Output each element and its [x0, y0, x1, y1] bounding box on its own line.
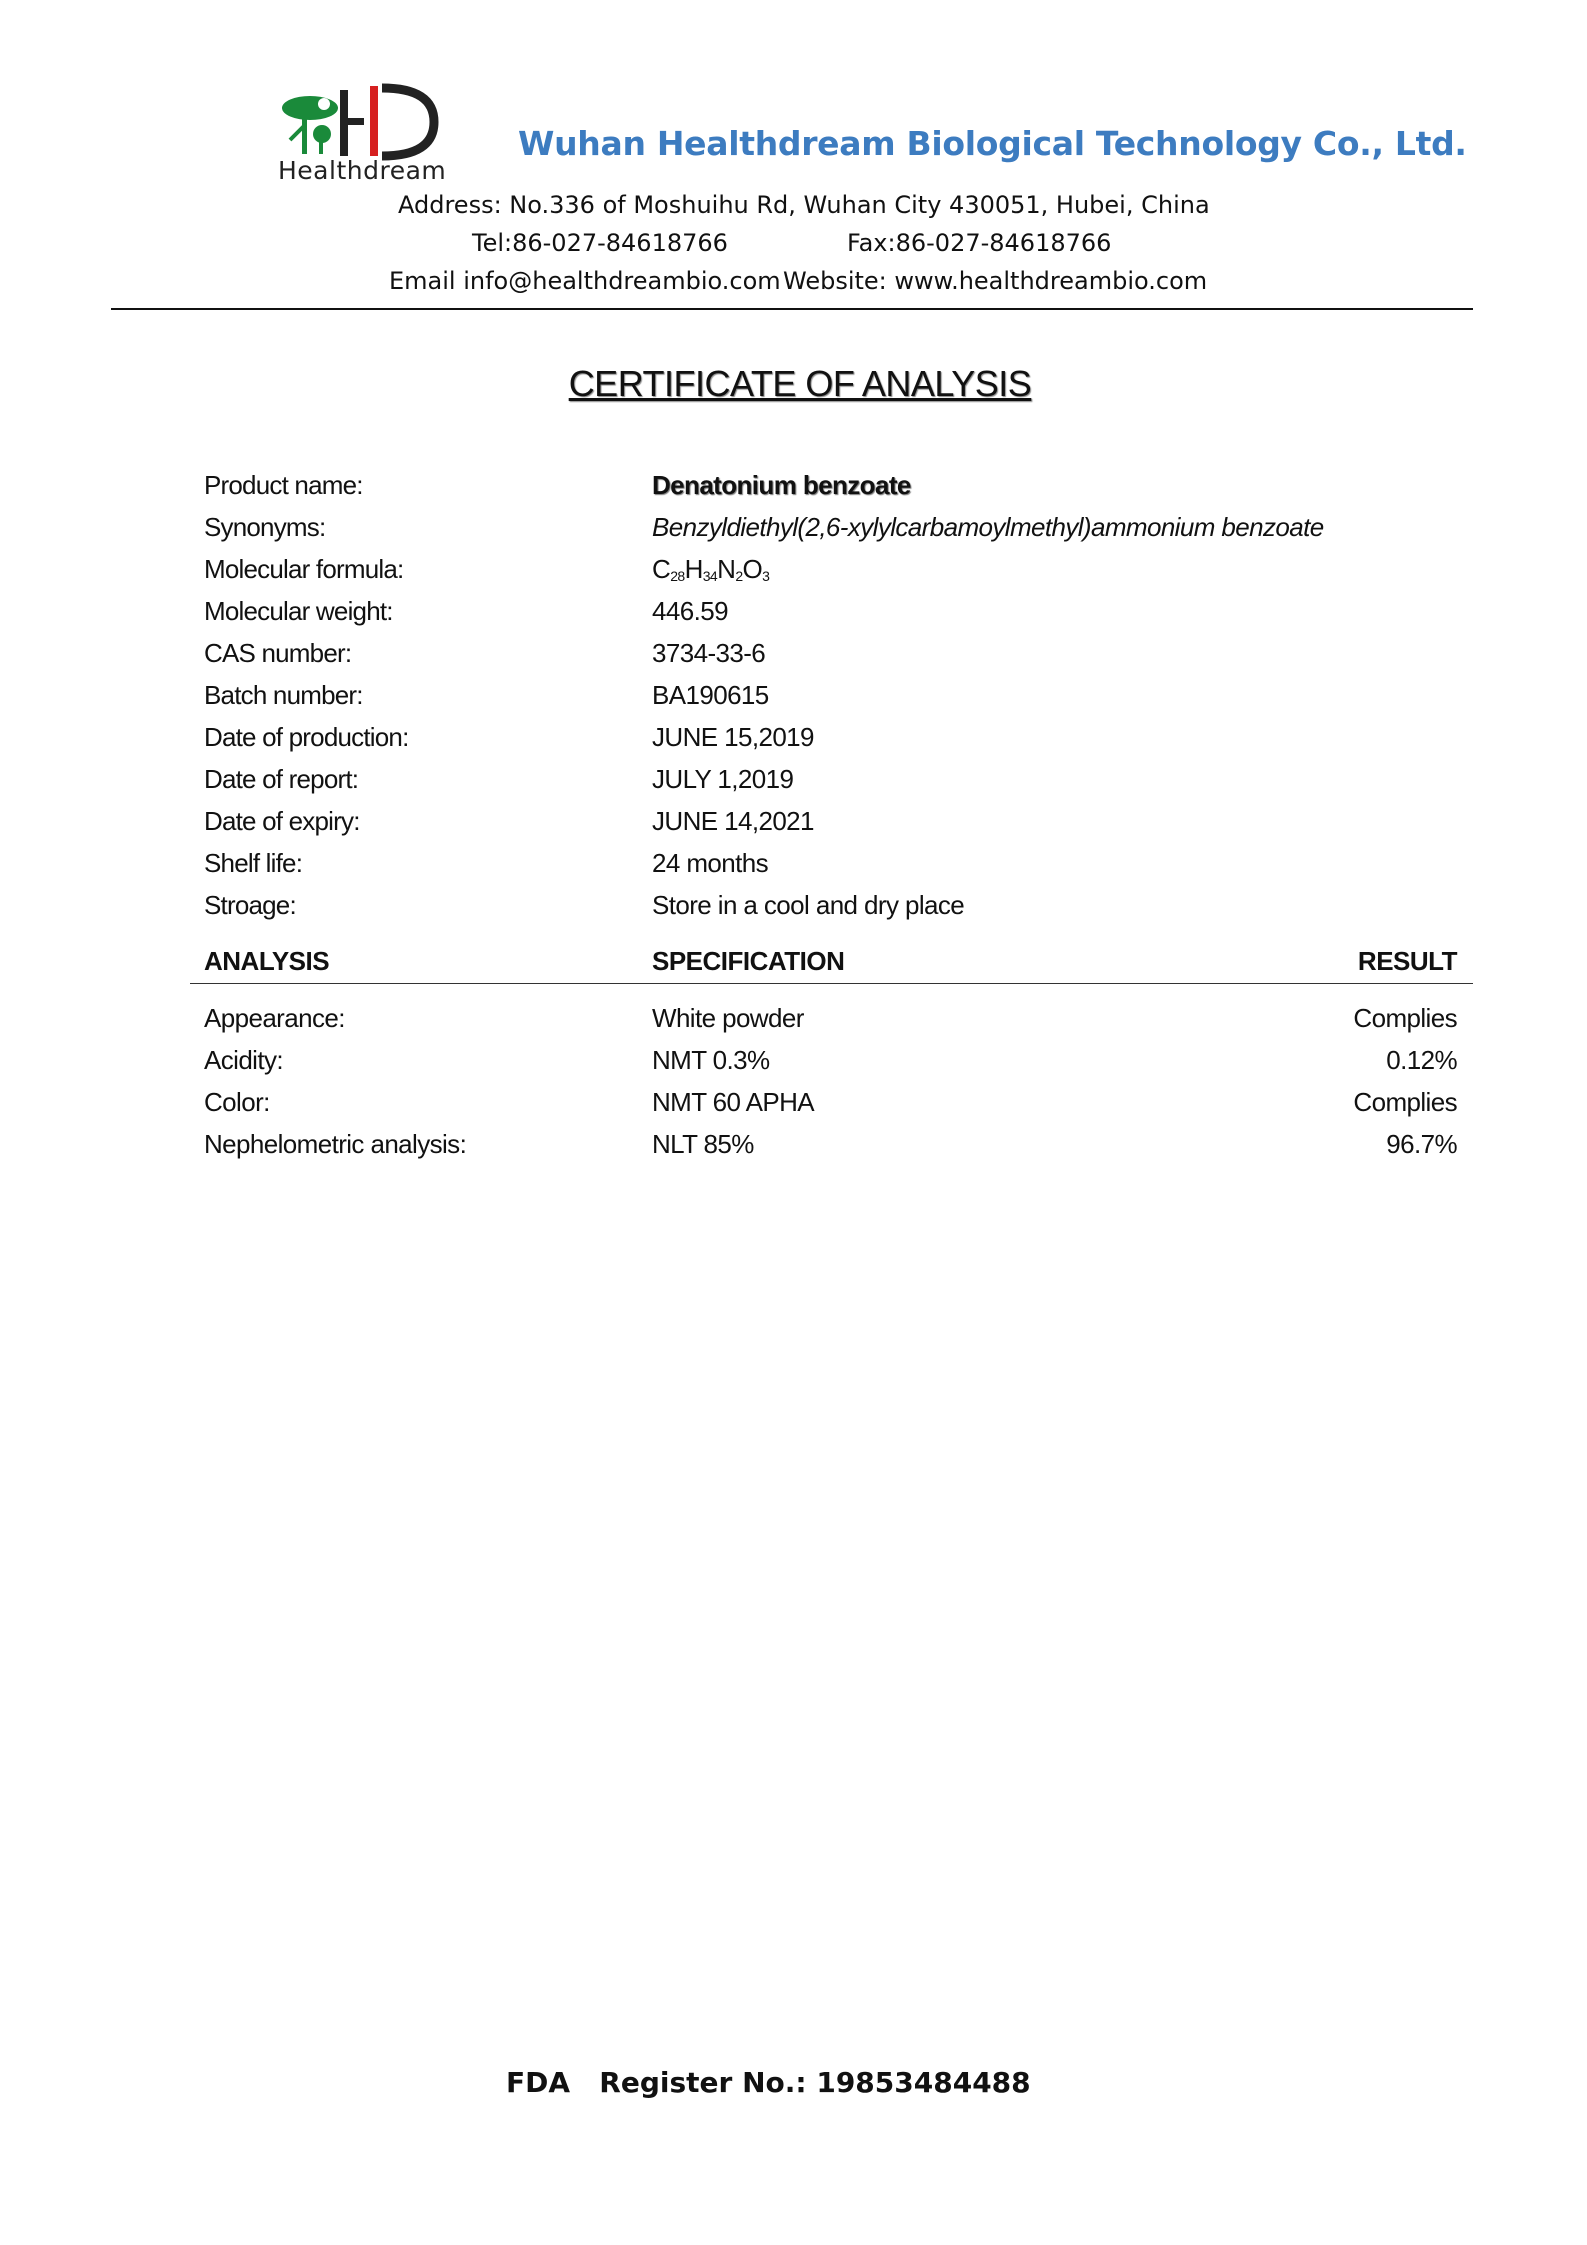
info-value-product-name: Denatonium benzoate [652, 470, 911, 500]
fda-register-footer [506, 2066, 1031, 2099]
info-value-molecular-formula [652, 554, 769, 585]
logo-text: Healthdream [278, 156, 447, 185]
formula-element-o: O [742, 554, 763, 584]
company-logo [276, 82, 456, 187]
formula-count-c: 28 [670, 568, 685, 584]
formula-count-o: 3 [762, 568, 770, 584]
table-cell-result: Complies [1353, 1003, 1457, 1033]
table-cell-result: 96.7% [1386, 1129, 1457, 1159]
fda-label: FDA [506, 2066, 571, 2099]
info-value-synonyms: Benzyldiethyl(2,6-xylylcarbamoylmethyl)ammonium benzoate [652, 512, 1324, 542]
info-value-cas-number: 3734-33-6 [652, 638, 766, 668]
formula-count-h: 34 [702, 568, 718, 584]
table-cell-result: 0.12% [1386, 1045, 1457, 1075]
info-label-molecular-weight: Molecular weight: [204, 596, 393, 626]
formula-element-c: C [652, 554, 671, 584]
healthdream-logo-icon [276, 82, 456, 162]
table-cell-analysis: Acidity: [204, 1045, 284, 1075]
info-value-date-of-report: JULY 1,2019 [652, 764, 794, 794]
table-cell-analysis: Appearance: [204, 1003, 345, 1033]
info-label-molecular-formula: Molecular formula: [204, 554, 404, 584]
table-cell-result: Complies [1353, 1087, 1457, 1117]
document-title: CERTIFICATE OF ANALYSIS [568, 363, 1032, 404]
info-label-batch-number: Batch number: [204, 680, 363, 710]
formula-element-n: N [717, 554, 736, 584]
info-value-storage: Store in a cool and dry place [652, 890, 965, 920]
table-cell-specification: NMT 0.3% [652, 1045, 770, 1075]
info-label-shelf-life: Shelf life: [204, 848, 303, 878]
fda-register-number: Register No.: 19853484488 [599, 2066, 1031, 2099]
table-cell-specification: NLT 85% [652, 1129, 754, 1159]
table-header-specification: SPECIFICATION [652, 946, 845, 976]
table-cell-specification: White powder [652, 1003, 804, 1033]
info-value-date-of-expiry: JUNE 14,2021 [652, 806, 814, 836]
header-divider [111, 308, 1473, 310]
info-label-synonyms: Synonyms: [204, 512, 326, 542]
company-tel: Tel:86-027-84618766 [472, 229, 728, 257]
table-header-result: RESULT [1357, 946, 1457, 976]
table-header-analysis: ANALYSIS [204, 946, 330, 976]
company-fax: Fax:86-027-84618766 [847, 229, 1112, 257]
info-label-product-name: Product name: [204, 470, 363, 500]
company-address: Address: No.336 of Moshuihu Rd, Wuhan City 430051, Hubei, China [398, 191, 1210, 219]
info-label-storage: Stroage: [204, 890, 296, 920]
info-label-date-of-report: Date of report: [204, 764, 359, 794]
info-value-molecular-weight: 446.59 [652, 596, 728, 626]
table-cell-analysis: Color: [204, 1087, 270, 1117]
company-website: Website: www.healthdreambio.com [783, 267, 1208, 295]
table-cell-specification: NMT 60 APHA [652, 1087, 814, 1117]
info-value-shelf-life: 24 months [652, 848, 769, 878]
info-value-batch-number: BA190615 [652, 680, 769, 710]
table-header-divider [190, 983, 1473, 984]
company-email: Email info@healthdreambio.com [389, 267, 781, 295]
company-name: Wuhan Healthdream Biological Technology Co., Ltd. [518, 124, 1467, 163]
formula-element-h: H [684, 554, 703, 584]
formula-count-n: 2 [735, 568, 743, 584]
info-value-date-of-production: JUNE 15,2019 [652, 722, 814, 752]
info-label-date-of-production: Date of production: [204, 722, 409, 752]
table-cell-analysis: Nephelometric analysis: [204, 1129, 467, 1159]
info-label-date-of-expiry: Date of expiry: [204, 806, 360, 836]
info-label-cas-number: CAS number: [204, 638, 352, 668]
